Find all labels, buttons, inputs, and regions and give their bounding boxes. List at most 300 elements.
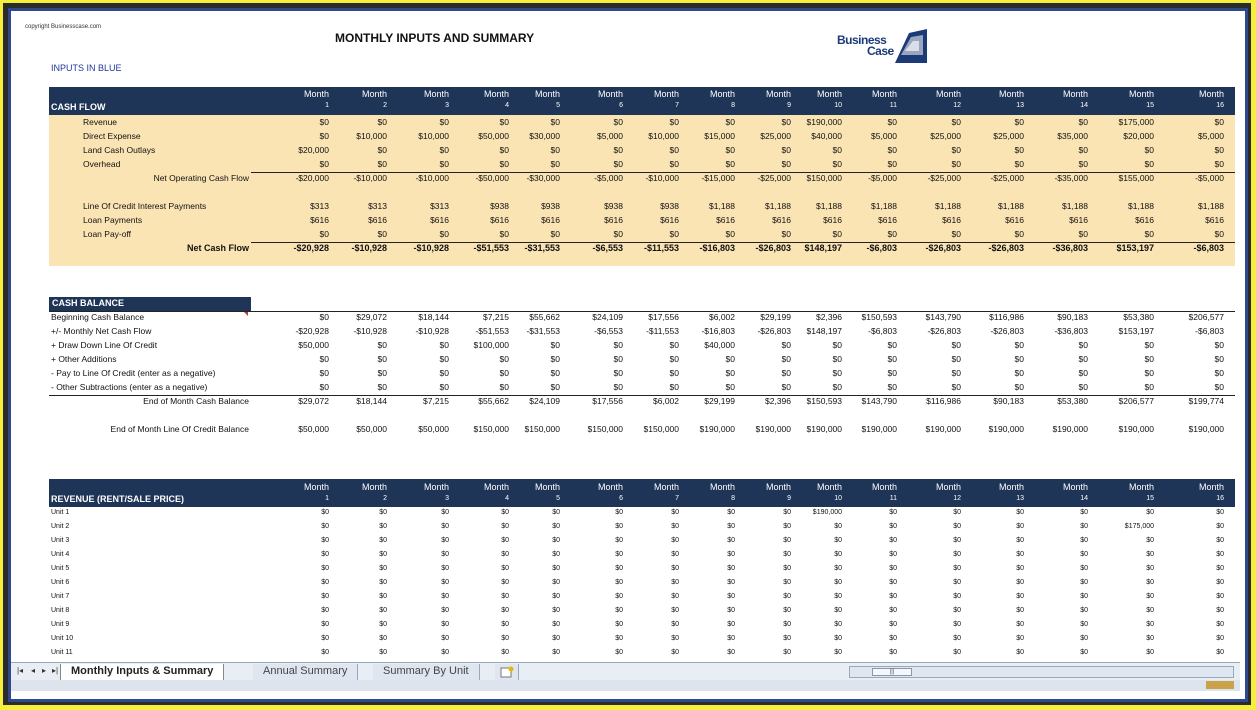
cell-value[interactable]: $190,000 bbox=[861, 424, 897, 434]
cell-value[interactable]: $116,986 bbox=[989, 312, 1024, 322]
cell-value[interactable]: -$25,000 bbox=[757, 173, 791, 183]
cell-value[interactable]: $0 bbox=[441, 579, 449, 586]
cell-value[interactable]: $0 bbox=[1214, 159, 1224, 169]
cell-value[interactable]: $0 bbox=[379, 551, 387, 558]
cell-value[interactable]: $0 bbox=[953, 509, 961, 516]
cell-value[interactable]: -$36,803 bbox=[1052, 243, 1088, 253]
cell-value[interactable]: $0 bbox=[725, 159, 735, 169]
cell-value[interactable]: -$10,928 bbox=[415, 326, 449, 336]
cell-value[interactable]: $100,000 bbox=[473, 340, 509, 350]
cell-value[interactable]: -$26,803 bbox=[990, 326, 1024, 336]
cell-value[interactable]: $0 bbox=[319, 117, 329, 127]
cell-value[interactable]: $1,188 bbox=[998, 201, 1024, 211]
cell-value[interactable]: $0 bbox=[615, 523, 623, 530]
scroll-thumb[interactable]: ||| bbox=[872, 668, 912, 676]
cell-value[interactable]: $0 bbox=[1078, 145, 1088, 155]
cell-value[interactable]: $0 bbox=[501, 607, 509, 614]
cell-value[interactable]: $0 bbox=[834, 565, 842, 572]
cell-value[interactable]: $0 bbox=[1080, 551, 1088, 558]
cell-value[interactable]: $0 bbox=[834, 607, 842, 614]
cell-value[interactable]: $50,000 bbox=[356, 424, 387, 434]
cell-value[interactable]: $0 bbox=[501, 621, 509, 628]
cell-value[interactable]: $0 bbox=[832, 354, 842, 364]
cell-value[interactable]: $0 bbox=[501, 649, 509, 656]
cell-value[interactable]: $0 bbox=[1144, 229, 1154, 239]
cell-value[interactable]: $0 bbox=[1080, 635, 1088, 642]
cell-value[interactable]: $17,556 bbox=[592, 396, 623, 406]
cell-value[interactable]: $0 bbox=[953, 635, 961, 642]
cell-value[interactable]: $1,188 bbox=[871, 201, 897, 211]
cell-value[interactable]: $0 bbox=[613, 368, 623, 378]
cell-value[interactable]: $5,000 bbox=[871, 131, 897, 141]
cell-value[interactable]: $0 bbox=[834, 593, 842, 600]
cell-value[interactable]: -$26,803 bbox=[988, 243, 1024, 253]
cell-value[interactable]: $153,197 bbox=[1116, 243, 1154, 253]
cell-value[interactable]: $0 bbox=[552, 635, 560, 642]
cell-value[interactable]: $0 bbox=[550, 229, 560, 239]
cell-value[interactable]: $0 bbox=[1080, 607, 1088, 614]
cell-value[interactable]: $0 bbox=[953, 537, 961, 544]
cell-value[interactable]: $0 bbox=[1144, 145, 1154, 155]
cell-value[interactable]: $0 bbox=[1014, 145, 1024, 155]
cell-value[interactable]: $0 bbox=[887, 354, 897, 364]
cell-value[interactable]: $313 bbox=[430, 201, 449, 211]
cell-value[interactable]: $0 bbox=[781, 117, 791, 127]
cell-value[interactable]: $0 bbox=[1078, 117, 1088, 127]
cell-value[interactable]: $0 bbox=[1146, 565, 1154, 572]
cell-value[interactable]: $0 bbox=[321, 537, 329, 544]
cell-value[interactable]: $938 bbox=[541, 201, 560, 211]
cell-value[interactable]: $199,774 bbox=[1188, 396, 1224, 406]
cell-value[interactable]: $0 bbox=[1078, 368, 1088, 378]
cell-value[interactable]: $0 bbox=[834, 649, 842, 656]
cell-value[interactable]: $0 bbox=[501, 565, 509, 572]
cell-value[interactable]: $0 bbox=[613, 354, 623, 364]
cell-value[interactable]: -$10,000 bbox=[415, 173, 449, 183]
cell-value[interactable]: $20,000 bbox=[298, 145, 329, 155]
cell-value[interactable]: $0 bbox=[889, 523, 897, 530]
cell-value[interactable]: $0 bbox=[1146, 649, 1154, 656]
cell-value[interactable]: $190,000 bbox=[806, 424, 842, 434]
cell-value[interactable]: $0 bbox=[615, 621, 623, 628]
cell-value[interactable]: $0 bbox=[321, 579, 329, 586]
cell-value[interactable]: $0 bbox=[441, 649, 449, 656]
cell-value[interactable]: $938 bbox=[660, 201, 679, 211]
cell-value[interactable]: $0 bbox=[1014, 340, 1024, 350]
cell-value[interactable]: $7,215 bbox=[423, 396, 449, 406]
cell-value[interactable]: $40,000 bbox=[811, 131, 842, 141]
cell-value[interactable]: $0 bbox=[1216, 635, 1224, 642]
cell-value[interactable]: $0 bbox=[441, 523, 449, 530]
prev-sheet-button[interactable]: ◂ bbox=[30, 666, 35, 675]
cell-value[interactable]: $0 bbox=[953, 593, 961, 600]
cell-value[interactable]: -$10,000 bbox=[353, 173, 387, 183]
cell-value[interactable]: $29,199 bbox=[704, 396, 735, 406]
cell-value[interactable]: $0 bbox=[783, 551, 791, 558]
cell-value[interactable]: $0 bbox=[377, 145, 387, 155]
cell-value[interactable]: -$26,803 bbox=[925, 243, 961, 253]
cell-value[interactable]: $0 bbox=[1016, 523, 1024, 530]
cell-value[interactable]: $616 bbox=[878, 215, 897, 225]
cell-value[interactable]: $0 bbox=[377, 117, 387, 127]
cell-value[interactable]: $0 bbox=[671, 593, 679, 600]
cell-value[interactable]: -$11,553 bbox=[643, 243, 679, 253]
cell-value[interactable]: -$25,000 bbox=[927, 173, 961, 183]
cell-value[interactable]: $0 bbox=[671, 607, 679, 614]
cell-value[interactable]: $0 bbox=[889, 537, 897, 544]
cell-value[interactable]: $0 bbox=[783, 593, 791, 600]
cell-value[interactable]: $0 bbox=[671, 523, 679, 530]
cell-value[interactable]: $1,188 bbox=[765, 201, 791, 211]
horizontal-scrollbar[interactable] bbox=[849, 666, 1234, 678]
cell-value[interactable]: $0 bbox=[441, 565, 449, 572]
cell-value[interactable]: $0 bbox=[552, 551, 560, 558]
cell-value[interactable]: $0 bbox=[615, 551, 623, 558]
cell-value[interactable]: $0 bbox=[781, 145, 791, 155]
cell-value[interactable]: $0 bbox=[1146, 621, 1154, 628]
next-sheet-button[interactable]: ▸ bbox=[41, 666, 46, 675]
cell-value[interactable]: $0 bbox=[953, 579, 961, 586]
cell-value[interactable]: $0 bbox=[671, 635, 679, 642]
cell-value[interactable]: $190,000 bbox=[806, 117, 842, 127]
cell-value[interactable]: $0 bbox=[953, 523, 961, 530]
cell-value[interactable]: $190,000 bbox=[1188, 424, 1224, 434]
cell-value[interactable]: $0 bbox=[889, 565, 897, 572]
cell-value[interactable]: $0 bbox=[501, 509, 509, 516]
cell-value[interactable]: $0 bbox=[501, 523, 509, 530]
cell-value[interactable]: $0 bbox=[1080, 649, 1088, 656]
cell-value[interactable]: $0 bbox=[783, 523, 791, 530]
cell-value[interactable]: $0 bbox=[1214, 368, 1224, 378]
view-icon[interactable] bbox=[1206, 681, 1234, 689]
cell-value[interactable]: $616 bbox=[368, 215, 387, 225]
cell-value[interactable]: $0 bbox=[727, 635, 735, 642]
last-sheet-button[interactable]: ▸| bbox=[51, 666, 59, 675]
cell-value[interactable]: $0 bbox=[1080, 565, 1088, 572]
cell-value[interactable]: $29,072 bbox=[298, 396, 329, 406]
cell-value[interactable]: $55,662 bbox=[478, 396, 509, 406]
cell-value[interactable]: $0 bbox=[832, 368, 842, 378]
cell-value[interactable]: $0 bbox=[319, 312, 329, 322]
cell-value[interactable]: $0 bbox=[613, 117, 623, 127]
cell-value[interactable]: $1,188 bbox=[1198, 201, 1224, 211]
cell-value[interactable]: $90,183 bbox=[993, 396, 1024, 406]
cell-value[interactable]: $0 bbox=[781, 382, 791, 392]
cell-value[interactable]: $0 bbox=[725, 368, 735, 378]
cell-value[interactable]: $0 bbox=[671, 537, 679, 544]
cell-value[interactable]: $0 bbox=[1014, 117, 1024, 127]
cell-value[interactable]: -$20,928 bbox=[295, 326, 329, 336]
cell-value[interactable]: -$35,000 bbox=[1054, 173, 1088, 183]
cell-value[interactable]: $0 bbox=[1016, 607, 1024, 614]
cell-value[interactable]: $0 bbox=[951, 354, 961, 364]
cell-value[interactable]: $0 bbox=[1146, 593, 1154, 600]
cell-value[interactable]: -$36,803 bbox=[1054, 326, 1088, 336]
cell-value[interactable]: $0 bbox=[671, 509, 679, 516]
cell-value[interactable]: $150,593 bbox=[861, 312, 897, 322]
cell-value[interactable]: $0 bbox=[615, 579, 623, 586]
cell-value[interactable]: $1,188 bbox=[1062, 201, 1088, 211]
cell-value[interactable]: $0 bbox=[550, 382, 560, 392]
cell-value[interactable]: $0 bbox=[889, 649, 897, 656]
cell-value[interactable]: $20,000 bbox=[1123, 131, 1154, 141]
cell-value[interactable]: $0 bbox=[727, 607, 735, 614]
cell-value[interactable]: $0 bbox=[887, 382, 897, 392]
cell-value[interactable]: $24,109 bbox=[529, 396, 560, 406]
cell-value[interactable]: -$6,553 bbox=[594, 326, 623, 336]
cell-value[interactable]: $0 bbox=[951, 382, 961, 392]
cell-value[interactable]: $0 bbox=[441, 593, 449, 600]
cell-value[interactable]: $0 bbox=[552, 579, 560, 586]
cell-value[interactable]: $0 bbox=[671, 649, 679, 656]
first-sheet-button[interactable]: |◂ bbox=[16, 666, 24, 675]
cell-value[interactable]: $0 bbox=[441, 551, 449, 558]
worksheet[interactable] bbox=[11, 11, 1240, 662]
cell-value[interactable]: $40,000 bbox=[704, 340, 735, 350]
cell-value[interactable]: $0 bbox=[951, 340, 961, 350]
cell-value[interactable]: $0 bbox=[1014, 354, 1024, 364]
cell-value[interactable]: -$5,000 bbox=[868, 173, 897, 183]
cell-value[interactable]: $0 bbox=[501, 593, 509, 600]
cell-value[interactable]: $0 bbox=[1144, 340, 1154, 350]
cell-value[interactable]: $175,000 bbox=[1118, 117, 1154, 127]
cell-value[interactable]: $0 bbox=[439, 159, 449, 169]
cell-value[interactable]: $0 bbox=[613, 159, 623, 169]
cell-value[interactable]: $0 bbox=[441, 635, 449, 642]
cell-value[interactable]: $0 bbox=[725, 117, 735, 127]
cell-value[interactable]: $0 bbox=[1080, 621, 1088, 628]
cell-value[interactable]: $0 bbox=[953, 607, 961, 614]
cell-value[interactable]: $0 bbox=[783, 621, 791, 628]
tab-monthly-inputs-summary[interactable]: Monthly Inputs & Summary bbox=[60, 664, 224, 680]
cell-value[interactable]: $2,396 bbox=[816, 312, 842, 322]
cell-value[interactable]: -$51,553 bbox=[475, 326, 509, 336]
cell-value[interactable]: $1,188 bbox=[816, 201, 842, 211]
cell-value[interactable]: $0 bbox=[951, 117, 961, 127]
cell-value[interactable]: $0 bbox=[319, 131, 329, 141]
cell-value[interactable]: $0 bbox=[834, 551, 842, 558]
cell-value[interactable]: $0 bbox=[1146, 551, 1154, 558]
cell-value[interactable]: $150,000 bbox=[473, 424, 509, 434]
cell-value[interactable]: $53,380 bbox=[1123, 312, 1154, 322]
cell-value[interactable]: $0 bbox=[953, 621, 961, 628]
cell-value[interactable]: $29,072 bbox=[356, 312, 387, 322]
cell-value[interactable]: $0 bbox=[783, 565, 791, 572]
cell-value[interactable]: $1,188 bbox=[935, 201, 961, 211]
cell-value[interactable]: -$15,000 bbox=[701, 173, 735, 183]
cell-value[interactable]: $0 bbox=[550, 145, 560, 155]
cell-value[interactable]: $0 bbox=[1016, 649, 1024, 656]
cell-value[interactable]: $0 bbox=[321, 649, 329, 656]
cell-value[interactable]: $50,000 bbox=[478, 131, 509, 141]
cell-value[interactable]: $0 bbox=[781, 340, 791, 350]
cell-value[interactable]: $150,593 bbox=[806, 396, 842, 406]
cell-value[interactable]: -$31,553 bbox=[526, 326, 560, 336]
cell-value[interactable]: $190,000 bbox=[812, 509, 842, 516]
cell-value[interactable]: $0 bbox=[1214, 354, 1224, 364]
cell-value[interactable]: $0 bbox=[1016, 579, 1024, 586]
cell-value[interactable]: $0 bbox=[669, 354, 679, 364]
cell-value[interactable]: $0 bbox=[887, 145, 897, 155]
cell-value[interactable]: $0 bbox=[1016, 621, 1024, 628]
cell-value[interactable]: $0 bbox=[1146, 509, 1154, 516]
cell-value[interactable]: $0 bbox=[727, 593, 735, 600]
cell-value[interactable]: $90,183 bbox=[1057, 312, 1088, 322]
cell-value[interactable]: -$16,803 bbox=[701, 326, 735, 336]
cell-value[interactable]: $0 bbox=[439, 368, 449, 378]
cell-value[interactable]: -$26,803 bbox=[757, 326, 791, 336]
cell-value[interactable]: $0 bbox=[1214, 340, 1224, 350]
cell-value[interactable]: $0 bbox=[1080, 523, 1088, 530]
cell-value[interactable]: $0 bbox=[832, 145, 842, 155]
cell-value[interactable]: $0 bbox=[552, 649, 560, 656]
cell-value[interactable]: $0 bbox=[377, 368, 387, 378]
cell-value[interactable]: $0 bbox=[379, 509, 387, 516]
cell-value[interactable]: $0 bbox=[671, 565, 679, 572]
cell-value[interactable]: $616 bbox=[430, 215, 449, 225]
cell-value[interactable]: $0 bbox=[1216, 565, 1224, 572]
cell-value[interactable]: $190,000 bbox=[1052, 424, 1088, 434]
cell-value[interactable]: $0 bbox=[727, 537, 735, 544]
cell-value[interactable]: $0 bbox=[379, 635, 387, 642]
cell-value[interactable]: $0 bbox=[615, 565, 623, 572]
cell-value[interactable]: $0 bbox=[319, 159, 329, 169]
cell-value[interactable]: $206,577 bbox=[1188, 312, 1224, 322]
cell-value[interactable]: $0 bbox=[669, 229, 679, 239]
cell-value[interactable]: $0 bbox=[951, 159, 961, 169]
cell-value[interactable]: $0 bbox=[379, 607, 387, 614]
cell-value[interactable]: $0 bbox=[441, 607, 449, 614]
cell-value[interactable]: $0 bbox=[552, 537, 560, 544]
cell-value[interactable]: $150,000 bbox=[587, 424, 623, 434]
cell-value[interactable]: $938 bbox=[604, 201, 623, 211]
cell-value[interactable]: $0 bbox=[552, 509, 560, 516]
cell-value[interactable]: $0 bbox=[889, 621, 897, 628]
cell-value[interactable]: $616 bbox=[942, 215, 961, 225]
cell-value[interactable]: $24,109 bbox=[592, 312, 623, 322]
cell-value[interactable]: $0 bbox=[441, 509, 449, 516]
cell-value[interactable]: -$6,803 bbox=[1195, 326, 1224, 336]
cell-value[interactable]: $0 bbox=[781, 229, 791, 239]
cell-value[interactable]: $616 bbox=[772, 215, 791, 225]
cell-value[interactable]: $0 bbox=[1078, 340, 1088, 350]
cell-value[interactable]: $6,002 bbox=[709, 312, 735, 322]
cell-value[interactable]: $0 bbox=[669, 145, 679, 155]
cell-value[interactable]: $143,790 bbox=[925, 312, 961, 322]
cell-value[interactable]: $0 bbox=[499, 117, 509, 127]
cell-value[interactable]: $55,662 bbox=[529, 312, 560, 322]
cell-value[interactable]: $0 bbox=[834, 635, 842, 642]
cell-value[interactable]: -$31,553 bbox=[524, 243, 560, 253]
cell-value[interactable]: $0 bbox=[379, 593, 387, 600]
cell-value[interactable]: $0 bbox=[887, 229, 897, 239]
cell-value[interactable]: $0 bbox=[321, 635, 329, 642]
cell-value[interactable]: $150,000 bbox=[806, 173, 842, 183]
cell-value[interactable]: $616 bbox=[660, 215, 679, 225]
cell-value[interactable]: $0 bbox=[552, 593, 560, 600]
cell-value[interactable]: $313 bbox=[310, 201, 329, 211]
cell-value[interactable]: $150,000 bbox=[643, 424, 679, 434]
cell-value[interactable]: $1,188 bbox=[709, 201, 735, 211]
cell-value[interactable]: $0 bbox=[1080, 579, 1088, 586]
cell-value[interactable]: -$10,928 bbox=[413, 243, 449, 253]
cell-value[interactable]: $0 bbox=[1144, 354, 1154, 364]
cell-value[interactable]: $25,000 bbox=[760, 131, 791, 141]
cell-value[interactable]: $0 bbox=[889, 593, 897, 600]
cell-value[interactable]: $0 bbox=[725, 382, 735, 392]
cell-value[interactable]: $175,000 bbox=[1124, 523, 1154, 530]
cell-value[interactable]: $35,000 bbox=[1057, 131, 1088, 141]
cell-value[interactable]: $50,000 bbox=[298, 340, 329, 350]
cell-value[interactable]: $0 bbox=[1216, 509, 1224, 516]
cell-value[interactable]: $0 bbox=[319, 229, 329, 239]
cell-value[interactable]: $0 bbox=[1016, 551, 1024, 558]
cell-value[interactable]: -$30,000 bbox=[526, 173, 560, 183]
cell-value[interactable]: $0 bbox=[887, 368, 897, 378]
cell-value[interactable]: $938 bbox=[490, 201, 509, 211]
cell-value[interactable]: $50,000 bbox=[418, 424, 449, 434]
cell-value[interactable]: $0 bbox=[1144, 159, 1154, 169]
cell-value[interactable]: $148,197 bbox=[806, 326, 842, 336]
cell-value[interactable]: $0 bbox=[552, 523, 560, 530]
cell-value[interactable]: $25,000 bbox=[993, 131, 1024, 141]
cell-value[interactable]: $0 bbox=[439, 340, 449, 350]
cell-value[interactable]: $0 bbox=[1078, 229, 1088, 239]
cell-value[interactable]: $0 bbox=[889, 509, 897, 516]
cell-value[interactable]: $0 bbox=[951, 229, 961, 239]
cell-value[interactable]: $0 bbox=[377, 229, 387, 239]
cell-value[interactable]: $0 bbox=[379, 579, 387, 586]
cell-value[interactable]: $0 bbox=[1014, 159, 1024, 169]
cell-value[interactable]: $0 bbox=[613, 229, 623, 239]
cell-value[interactable]: $30,000 bbox=[529, 131, 560, 141]
cell-value[interactable]: -$51,553 bbox=[473, 243, 509, 253]
cell-value[interactable]: $17,556 bbox=[648, 312, 679, 322]
cell-value[interactable]: $0 bbox=[321, 523, 329, 530]
cell-value[interactable]: $0 bbox=[499, 159, 509, 169]
cell-value[interactable]: $0 bbox=[499, 354, 509, 364]
cell-value[interactable]: $0 bbox=[1216, 593, 1224, 600]
cell-value[interactable]: $0 bbox=[783, 509, 791, 516]
cell-value[interactable]: $0 bbox=[832, 229, 842, 239]
cell-value[interactable]: $0 bbox=[439, 382, 449, 392]
cell-value[interactable]: $0 bbox=[1078, 354, 1088, 364]
cell-value[interactable]: $0 bbox=[321, 509, 329, 516]
cell-value[interactable]: $0 bbox=[615, 537, 623, 544]
cell-value[interactable]: $0 bbox=[781, 368, 791, 378]
cell-value[interactable]: $0 bbox=[1144, 382, 1154, 392]
cell-value[interactable]: $0 bbox=[671, 621, 679, 628]
cell-value[interactable]: $5,000 bbox=[597, 131, 623, 141]
cell-value[interactable]: $0 bbox=[321, 621, 329, 628]
cell-value[interactable]: -$10,000 bbox=[645, 173, 679, 183]
tab-annual-summary[interactable]: Annual Summary bbox=[253, 664, 358, 680]
cell-value[interactable]: $0 bbox=[499, 145, 509, 155]
cell-value[interactable]: $0 bbox=[377, 340, 387, 350]
cell-value[interactable]: $0 bbox=[550, 340, 560, 350]
cell-value[interactable]: $0 bbox=[499, 229, 509, 239]
cell-value[interactable]: $0 bbox=[669, 368, 679, 378]
cell-value[interactable]: $2,396 bbox=[765, 396, 791, 406]
cell-value[interactable]: $616 bbox=[1135, 215, 1154, 225]
cell-value[interactable]: $155,000 bbox=[1118, 173, 1154, 183]
cell-value[interactable]: $0 bbox=[889, 579, 897, 586]
cell-value[interactable]: $0 bbox=[887, 117, 897, 127]
cell-value[interactable]: $0 bbox=[321, 551, 329, 558]
cell-value[interactable]: $0 bbox=[615, 593, 623, 600]
cell-value[interactable]: $0 bbox=[379, 649, 387, 656]
cell-value[interactable]: $0 bbox=[319, 368, 329, 378]
